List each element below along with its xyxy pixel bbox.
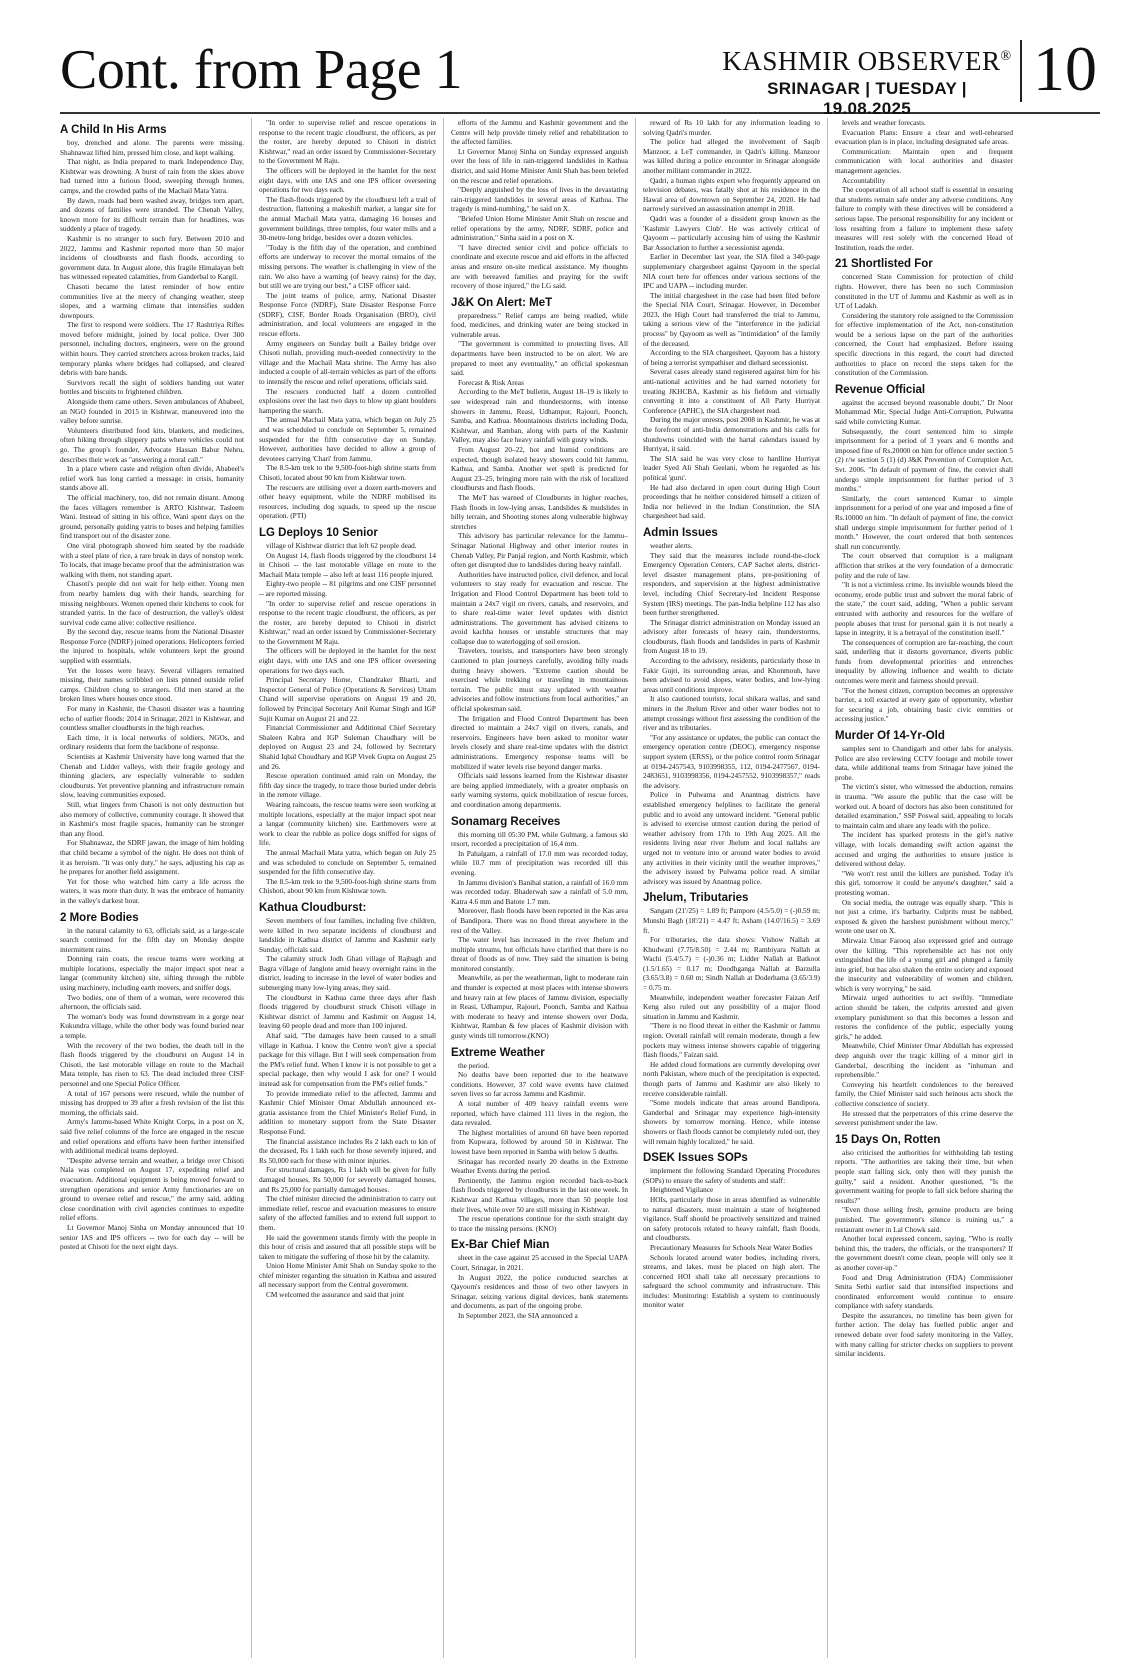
story-paragraph: On August 14, flash floods triggered by the cloudburst 14 in Chisoti -- the last motorable village en route to the Machail Mata temple -- also left at least 116 people injured. (259, 550, 436, 579)
story-paragraph: Communication: Maintain open and frequent communication with local authorities and disaster management agencies. (835, 146, 1013, 175)
story-paragraph: The flash-floods triggered by the cloudburst left a trail of destruction, flattening a makeshift market, a langar site for the annual Machail Mata yatra, damaging 16 houses and government buildings, three temples, four water mills and a 30-metre-long bridge, besides over a dozen vehicles. (259, 194, 436, 243)
story-paragraph: "The government is committed to protecting lives. All departments have been instructed to be on alert. We are prepared to meet any eventuality," an official spokesman said. (451, 339, 628, 378)
story-paragraph: The incident has sparked protests in the girl's native village, with locals demanding swift action against the accused and urging the authorities to ensure justice is delivered without delay. (835, 830, 1013, 869)
story-paragraph: According to the MeT bulletin, August 18–19 is likely to see widespread rain and thunderstorms, with intense showers in Jammu, Reasi, Udhampur, Rajouri, Poonch, Samba, and Kathua. Mountainous districts including Doda, Kishtwar, and Ramban, along with parts of the Kashmir Valley, may also face heavy rainfall with gusty winds. (451, 387, 628, 445)
story-paragraph: efforts of the Jammu and Kashmir government and the Centre will help provide timely relief and rehabilitation to the affected families. (451, 118, 628, 147)
story-paragraph: He stressed that the perpetrators of this crime deserve the severest punishment under the law. (835, 1108, 1013, 1128)
story-headline: Sonamarg Receives (451, 815, 561, 828)
story-paragraph: The officers will be deployed in the hamlet for the next eight days, with one IAS and one IPS officer overseeing operations for two days each. (259, 646, 436, 675)
story-paragraph: The SIA said he was very close to hardline Hurriyat leader Syed Ali Shah Geelani, whom he regarded as his political 'guru'. (643, 453, 820, 482)
story-paragraph: The rescuers conducted half a dozen controlled explosions over the last two days to blow up giant boulders hampering the search. (259, 386, 436, 415)
story-paragraph: The rescuers are utilising over a dozen earth-movers and other heavy equipment, while the NDRF mobilised its resources, including dog squads, to speed up the rescue operation. (PTI) (259, 482, 436, 521)
masthead-divider (1020, 40, 1022, 102)
story-paragraph: Yet the losses were heavy. Several villagers remained missing, their names scribbled on lists pinned outside relief camps. Children clung to strangers. Old men stared at the broken lines where houses once stood. (60, 665, 244, 704)
story-paragraph: "In order to supervise relief and rescue operations in response to the recent tragic cloudburst, the officers, as per the roster, are hereby deputed to Chisoti in district Kishtwar," read an order issued by Commissioner-Secretary to the Government M Raju. (259, 118, 436, 166)
story-paragraph: Chasoti became the latest reminder of how entire communities live at the mercy of changing weather, steep slopes, and a warming climate that intensifies sudden downpours. (60, 281, 244, 320)
story-paragraph: Travelers, tourists, and transporters have been strongly cautioned to plan journeys carefully, avoiding hilly roads during heavy showers. "Extreme caution should be exercised while trekking or traveling in mountainous terrain. The public must stay updated with weather advisories and follow instructions from local authorities," an official spokesman said. (451, 646, 628, 714)
story-paragraph: He had also declared in open court during High Court proceedings that he neither considered himself a citizen of India nor believed in the Indian Constitution, the SIA chargesheet had said. (643, 482, 820, 521)
story-paragraph: Meanwhile, Chief Minister Omar Abdullah has expressed deep anguish over the tragic killing of a minor girl in Ganderbal, describing the incident as "inhuman and reprehensible." (835, 1041, 1013, 1080)
story-paragraph: Meanwhile, independent weather forecaster Faizan Arif Keng also ruled out any possibility of a major flood situation in Jammu and Kashmir. (643, 992, 820, 1021)
story-paragraph: For Shahnawaz, the SDRF jawan, the image of him holding that child became a symbol of the night. He does not think of it as heroism. "It was only duty," he says, adjusting his cap as he prepares for another field assignment. (60, 838, 244, 877)
story-paragraph: Authorities have instructed police, civil defence, and local volunteers to stay ready for evacuation and rescue. The Irrigation and Flood Control Department has been told to maintain a 24x7 vigil on rivers, canals, and reservoirs, and to share real-time water level updates with district administrations. The government has advised citizens to avoid kachha houses or unstable structures that may collapse due to waterlogging of soil erosion. (451, 569, 628, 646)
story-paragraph: HOIs, particularly those in areas identified as vulnerable to natural disasters, must maintain a state of heightened vigilance. Staff should be proactively sensitized and trained on safety protocols related to heavy rainfall, flash floods, and cloudbursts. (643, 1194, 820, 1243)
story-paragraph: They said that the measures include round-the-clock Emergency Operation Centers, CAP Sachet alerts, district-level disaster management plans, pre-positioning of responders, and supervision at the highest administrative level, including Chief Secretary-led Incident Response System (IRS) meetings. The pan-India helpline 112 has also been further strengthened. (643, 550, 820, 618)
story-headline: DSEK Issues SOPs (643, 1152, 748, 1165)
story-paragraph: In September 2023, the SIA announced a (458, 1310, 578, 1320)
story-paragraph: Financial Commissioner and Additional Chief Secretary Shaleen Kabra and IGP Suleman Chaudhary will be deployed on August 23 and 24, followed by Secretary Shahid Iqbal Choudhary and IGP Vivek Gupta on August 25 and 26. (259, 723, 436, 771)
story-paragraph: The consequences of corruption are far-reaching, the court said, underling that it distorts governance, diverts public funds from developmental priorities and entrenches inequality by allowing influence and wealth to dictate outcomes were merit and fairness should prevail. (835, 637, 1013, 686)
story-paragraph: Eighty-two people -- 81 pilgrims and one CISF personnel -- are reported missing. (259, 579, 436, 598)
story-paragraph: Several cases already stand registered against him for his anti-national activities and he had earned notoriety for treating JKHCBA, Kashmir as his fiefdom and virtually converting it into a constituent of All Party Hurriyat Conference (APHC), the SIA chargesheet read. (643, 367, 820, 415)
story-paragraph: Pertinently, the Jammu region recorded back-to-back flash floods triggered by cloudbursts in the last one week. In Kishtwar and Kathua villages, more than 50 people lost their lives, while over 50 are still missing in Kishtwar. (451, 1175, 628, 1214)
story-paragraph: Subsequently, the court sentenced him to simple imprisonment for a period of 3 years and 6 months and imposed fine of Rs.20000 on him for offence under section 5 (2) r/w section 5 (1) (d) J&K Prevention of Corruption Act, Svt. 2006. "In default of payment of fine, the convict shall undergo simple imprisonment for further period of 3 months." (835, 426, 1013, 494)
story-paragraph: The police had alleged the involvement of Saqib Manzoor, a LeT commander, in Qadri's killing. Manzoor was killed during a police encounter in Srinagar alongside another militant commander in 2022. (643, 137, 820, 175)
column-4 (636, 118, 828, 1658)
story-paragraph: Schools located around water bodies, including rivers, streams, and lakes, must be placed on high alert. The concerned HOI shall take all necessary precautions to safeguard the school community and infrastructure. This includes: Monitoring: Establish a system to continuously monitor water (643, 1252, 820, 1310)
brand-logo (722, 42, 1012, 76)
story-paragraph: During the major unrests, post 2008 in Kashmir, he was at the forefront of anti-India demonstrations and his calls for shutdowns coincided with the hartal calendars issued by Hurriyat, it said. (643, 415, 820, 454)
story (451, 118, 628, 291)
story-paragraph: against the accused beyond reasonable doubt," Dr Noor Mohammad Mir, Special Judge Anti-Corruption, Pulwama said while convicting Kumar. (835, 397, 1013, 427)
story-paragraph: The first to respond were soldiers. The 17 Rashtriya Rifles moved before midnight, joined by local police. Over 300 personnel, including doctors, engineers, were on the ground within hours. They carried stretchers across broken tracks, laid temporary planks where bridges had collapsed, and cleared debris with bare hands. (60, 320, 244, 378)
story-paragraph: concerned State Commission for protection of child rights. However, there has been no such Commission constituted in the UT of Jammu and Kashmir as well as in UT of Ladakh. (835, 272, 1013, 311)
story-paragraph: Srinagar has recorded nearly 20 deaths in the Extreme Weather Events during the period. (451, 1156, 628, 1176)
story (835, 384, 1013, 724)
story-paragraph: Another local expressed concern, saying, "Who is really behind this, the traders, the officials, or the transporters? If the government doesn't come clean, people will only see it as another cover-up." (835, 1234, 1013, 1272)
story (643, 118, 820, 521)
story-headline: Jhelum, Tributaries (643, 892, 749, 905)
story-paragraph: Alongside them came others. Seven ambulances of Ababeel, an NGO founded in 2015 in Kishtwar, maneuvered into the valley before sunrise. (60, 397, 244, 426)
story (451, 816, 628, 1041)
story-paragraph: The cooperation of all school staff is essential in ensuring that students remain safe under any adverse conditions. Any failure to comply with these directives will be considered a serious lapse. The personal responsibility for any incident or loss resulting from a failure to implement these safety measures will rest solely with the concerned Head of Institution, reads the order. (835, 185, 1013, 252)
story-paragraph: Two bodies, one of them of a woman, were recovered this afternoon, the officials said. (60, 992, 244, 1012)
story (835, 1134, 1013, 1359)
story-paragraph: Evacuation Plans: Ensure a clear and well-rehearsed evacuation plan is in place, including designated safe areas. (835, 127, 1013, 147)
story-paragraph: According to the SIA chargesheet, Qayoom has a history of being a terrorist sympathiser and diehard secessionist. (643, 348, 820, 367)
masthead (60, 33, 1100, 118)
column-3 (444, 118, 636, 1658)
story-paragraph: The 8.5-km trek to the 9,500-foot-high shrine starts from Chisoti, located about 90 km from Kishtwar town. (259, 463, 436, 482)
story-headline: LG Deploys 10 Senior (259, 526, 378, 539)
story-headline: Kathua Cloudburst: (259, 901, 367, 914)
story-headline: 15 Days On, Rotten (835, 1133, 941, 1146)
story-paragraph: Still, what lingers from Chasoti is not only destruction but also memory of collective, community courage. It showed that in Kashmir's most fragile spaces, humanity can be stronger than any flood. (60, 799, 244, 838)
story-paragraph: Mirwaiz Umar Farooq also expressed grief and outrage over the killing. "This reprehensible act has not only extinguished the life of a young girl and plunged a family into grief, but has also shaken the entire society and exposed the insecurity and vulnerability of women and children, which is very worrying," he said. (835, 935, 1013, 993)
story-paragraph: In Jammu division's Banihal station, a rainfall of 16.0 mm was recorded today. Bhaderwah saw a rainfall of 5.0 mm, Katra 4.6 mm and Batote 1.7 mm. (451, 877, 628, 906)
story (643, 527, 820, 886)
story-paragraph: One viral photograph showed him seated by the roadside with a steel plate of rice, a rare break in days of nonstop work. To locals, that image became proof that the administration was walking with them, not standing apart. (60, 540, 244, 579)
story-paragraph: Accountability (842, 175, 886, 185)
story-paragraph: levels and weather forecasts. (842, 118, 926, 127)
story-paragraph: "Even those selling fresh, genuine products are being punished. The government's silence is ruining us," a restaurant owner in Lal Chowk said. (835, 1205, 1013, 1234)
story-paragraph: Army's Jammu-based White Knight Corps, in a post on X, said five relief columns of the force are engaged in the rescue and relief operations and efforts have been further intensified with additional medical teams deployed. (60, 1117, 244, 1156)
story (60, 912, 244, 1252)
page-title: Cont. from Page 1 (60, 39, 463, 101)
story-paragraph: village of Kishtwar district that left 62 people dead. (266, 540, 417, 550)
story-paragraph: A total of 167 persons were rescued, while the number of missing has dropped to 39 after a fresh revision of the list this morning, the officials said. (60, 1088, 244, 1117)
story-paragraph: Police in Pulwama and Anantnag districts have established emergency helplines to facilitate the general public and to avoid any untoward incident. "General public is advised to exercise utmost caution during the period of weather advisory from 17th to 19th Aug 2025. All the residents living near river Jhelum and local nallahs are urged not to venture into or around water bodies to avoid any activities in their vicinity until the weather improves," the advisory issued by Pulwama police read. A similar advisory was issued by Anantnag police. (643, 790, 820, 886)
story-paragraph: "For any assistance or updates, the public can contact the emergency operation centre (DEOC), emergency response support system (ERSS), or the police control room Srinagar at 0194-2457543, 9103998355, 112, 0194-2477567, 0194-2483651, 9103998356, 0194-2457552, 9103998357," reads the advisory. (643, 732, 820, 790)
story (451, 1239, 628, 1320)
story-paragraph: The Srinagar district administration on Monday issued an advisory after forecasts of heavy rain, thunderstorms, cloudbursts, flash floods and landslides in parts of Kashmir from August 18 to 19. (643, 617, 820, 656)
story-paragraph: Principal Secretary Home, Chandraker Bharti, and Inspector General of Police (Operations & Services) Uttam Chand will supervise operations on August 19 and 20, followed by Principal Secretary Anil Kumar Singh and IGP Sujit Kumar on August 21 and 22. (259, 675, 436, 723)
story-paragraph: Survivors recall the sight of soldiers handing out water bottles and biscuits to frightened children. (60, 377, 244, 397)
story-paragraph: weather alerts. (650, 540, 693, 550)
column-1 (60, 118, 252, 1658)
story-paragraph: That night, as India prepared to mark Independence Day, Kishtwar was drowning. A burst of rain from the skies above had turned into a furious flood, sweeping through homes, camps, and the crowded paths of the Machail Mata Yatra. (60, 157, 244, 195)
story-paragraph: The MeT has warned of Cloudbursts in higher reaches, Flash floods in low-lying areas, Landslides & mudslides in hilly terrain, and Shooting stones along vulnerable highway stretches (451, 492, 628, 531)
column-2 (252, 118, 444, 1658)
story-paragraph: The joint teams of police, army, National Disaster Response Force (NDRF), State Disaster Response Force (SDRF), CISF, Border Roads Organisation (BRO), civil administration, and local volunteers are engaged in the rescue efforts. (259, 290, 436, 339)
story-paragraph: In a place where caste and religion often divide, Ababeel's relief work has long carried a message: in crisis, humanity stands above all. (60, 464, 244, 493)
story-paragraph: "In order to supervise relief and rescue operations in response to the recent tragic cloudburst, the officers, as per the roster, are hereby deputed to Chisoti in district Kishtwar," read an order issued by Commissioner-Secretary to the Government M Raju. (259, 598, 436, 646)
story-headline: 21 Shortlisted For (835, 258, 933, 271)
story-paragraph: "Despite adverse terrain and weather, a bridge over Chisoti Nala was completed on August 17, expediting relief and evacuation. Additional equipment is being moved forward to strengthen operations and senior Army functionaries are on ground to oversee relief and rescue," the army said, adding close coordination with civil agencies continues to expedite relief efforts. (60, 1155, 244, 1223)
story-paragraph: Similarly, the court sentenced Kumar to simple imprisonment for a period of one year and imposed a fine of Rs.10000 on him. "In default of payment of fine, the convict shall undergo simple imprisonment for further period of 1 month." However, the court ordered that both sentences shall run concurrently. (835, 493, 1013, 551)
story-paragraph: The 8.5-km trek to the 9,500-foot-high shrine starts from Chishoti, about 90 km from Kishtwar town. (259, 876, 436, 896)
story-paragraph: Lt Governor Manoj Sinha on Sunday expressed anguish over the loss of life in rain-triggered landslides in Kathua district, and said Home Minister Amit Shah has been briefed on the rescue and relief operations. (451, 146, 628, 185)
column-5 (828, 118, 1020, 1658)
story-headline: Ex-Bar Chief Mian (451, 1239, 550, 1252)
story-paragraph: "For the honest citizen, corruption becomes an oppressive barrier, a toll exacted at every gate of opportunity, whether for securing a job, obtaining basic civic enmities or accessing justice." (835, 685, 1013, 724)
story-paragraph: Conveying his heartfelt condolences to the bereaved family, the Chief Minister said such heinous acts shock the collective conscience of society. (835, 1079, 1013, 1108)
story-paragraph: No deaths have been reported due to the heatwave conditions. However, 37 cold wave events have claimed seven lives so far across Jammu and Kashmir. (451, 1070, 628, 1099)
story-paragraph: Considering the statutory role assigned to the Commission for effective implementation of the Act, non-constitution would be a serious lapse on the part of the authorities concerned, the Court had emphasized. Before issuing specific directions in this regard, the court had directed authorities to place on record the steps taken for the constitution of the Commission. (835, 310, 1013, 378)
story-headline: J&K On Alert: MeT (451, 296, 553, 309)
story-paragraph: Moreover, flash floods have been reported in the Kas area of Bandipora. There was no flood threat anywhere in the rest of the Valley. (451, 906, 628, 935)
story (643, 1152, 820, 1310)
story-paragraph: Food and Drug Administration (FDA) Commissioner Smita Sethi earlier said that intensified inspections and coordinated enforcement would continue to ensure compliance with safety standards. (835, 1272, 1013, 1311)
story-paragraph: The chief minister directed the administration to carry out immediate relief, rescue and evacuation measures to ensure safety of the affected families and to extend full support to them. (259, 1194, 436, 1232)
dateline: SRINAGAR | TUESDAY | 19.08.2025 (767, 79, 967, 118)
story-paragraph: in the natural calamity to 63, officials said, as a large-scale search continued for the fifth day on Monday despite intermittent rains. (60, 925, 244, 954)
story-paragraph: With the recovery of the two bodies, the death toll in the flash floods triggered by the cloudburst on August 14 in Chisoti, the last motorable village en route to the Machail Mata temple, has risen to 63. The dead included three CISF personnel and one Special Police Officer. (60, 1040, 244, 1088)
brand-block (722, 42, 1012, 119)
story (451, 1047, 628, 1234)
story (451, 297, 628, 810)
story-paragraph: "It is not a victimless crime. Its invisible wounds bleed the economy, erode public trust and subvert the moral fabric of the state," the court said, adding, "When a public servant entrusted with authority and resources for the welfare of people abuses that trust for personal gain it is not nearly a lapse in integrity, it is a betrayal of the constitution itself." (835, 580, 1013, 638)
story-paragraph: "Deeply anguished by the loss of lives in the devastating rain-triggered landslides in several areas of Kathua. The tragedy is mind-numbing," he said on X. (451, 185, 628, 214)
story-paragraph: Heightened Vigilance (650, 1185, 714, 1195)
story-paragraph: sheet in the case against 25 accused in the Special UAPA Court, Srinagar, in 2021. (451, 1253, 628, 1272)
story (259, 902, 436, 1300)
story-paragraph: For structural damages, Rs 1 lakh will be given for fully damaged houses, Rs 50,000 for severely damaged houses, and Rs 25,000 for partially damaged houses. (259, 1165, 436, 1194)
story-paragraph: The annual Machail Mata yatra, which began on July 25 and was scheduled to conclude on September 5, remained suspended for the fifth consecutive day on Sunday. However, authorities have decided to allow a group of devotees carrying 'Chari' from Jammu. (259, 415, 436, 463)
story-paragraph: In August 2022, the police conducted searches at Qayoom's residences and those of two other lawyers in Srinagar, seizing various digital devices, bank statements and documents, as part of the ongoing probe. (451, 1272, 628, 1311)
story-paragraph: The officers will be deployed in the hamlet for the next eight days, with one IAS and one IPS officer overseeing operations for two days each. (259, 165, 436, 195)
registered-mark: ® (1000, 49, 1012, 64)
story (835, 118, 1013, 252)
story-paragraph: Volunteers distributed food kits, blankets, and medicines, often hiking through slippery paths where vehicles could not go. The group's founder, Advocate Hassan Babur Nehru, describes their work as "answering a moral call." (60, 425, 244, 464)
story-paragraph: A total number of 409 heavy rainfall events were reported, which have claimed 111 lives in the region, the data revealed. (451, 1099, 628, 1128)
story-paragraph: By the second day, rescue teams from the National Disaster Response Force (NDRF) joined operations. Helicopters ferried the injured to hospitals, while volunteers kept the ground supplied with essentials. (60, 627, 244, 666)
story-paragraph: The court observed that corruption is a malignant affliction that strikes at the very foundation of a democratic polity and the rule of law. (835, 551, 1013, 580)
story-paragraph: Qadri was a founder of a dissident group known as the 'Kashmir Lawyers Club'. He was actively critical of Qayoom -- particularly accusing him of using the Kashmir Bar Association to further a secessionist agenda. (643, 213, 820, 252)
story-headline: Murder Of 14-Yr-Old (835, 730, 945, 743)
story-paragraph: "Today is the fifth day of the operation, and combined efforts are underway to recover the mortal remains of the missing persons. The weather is challenging in view of the rain. We also have a warning (of heavy rains) for the day, but still we are trying our best," a CISF officer said. (259, 242, 436, 291)
story-paragraph: The victim's sister, who witnessed the abduction, remains in trauma. "We assure the public that the case will be worked out. A board of doctors has also been constituted for detailed examination," SSP Poswal said, appealing to locals to maintain calm and share any leads with the police. (835, 782, 1013, 830)
story-paragraph: Lt Governor Manoj Sinha on Monday announced that 10 senior IAS and IPS officers -- two for each day -- will be posted at Chisoti for the next eight days. (60, 1222, 244, 1252)
story-paragraph: Mirwaiz urged authorities to act swiftly. "Immediate action should be taken, the culprits arrested and given exemplary punishment so that this becomes a lesson and restores the confidence of the public, especially young girls," he added. (835, 993, 1013, 1041)
story-paragraph: "There is no flood threat in either the Kashmir or Jammu region. Overall rainfall will remain moderate, though a few pockets may witness intense showers capable of triggering flash floods," Faizan said. (643, 1021, 820, 1060)
story-paragraph: The calamity struck Jodh Ghati village of Rajbagh and Bagra village of Janglote amid heavy overnight rains in the district, leading to increase in the level of water bodies and submerging many low-lying areas, they said. (259, 954, 436, 993)
story (60, 124, 244, 906)
story-paragraph: Sangam (21'/25) = 1.89 ft; Pampore (4.5/5.0) = (-)0.59 m; Munshi Bagh (18'/21) = 4.47 ft; Asham (14.0'/16.5) = 3.69 ft. (643, 906, 820, 935)
story-paragraph: Donning rain coats, the rescue teams were working at multiple locations, especially the major impact spot near a langar (community kitchen) site, sifting through the rubble using machinery, including earth movers, and sniffer dogs. (60, 954, 244, 993)
story-paragraph: also criticised the authorities for withholding lab testing reports. "The authorities are taking their time, but when people start falling sick, only then will they punish the guilty," said a resident. Another questioned, "Is the government waiting for people to fall sick before sharing the results?" (835, 1147, 1013, 1205)
story-paragraph: CM welcomed the assurance and said that joint (266, 1290, 404, 1300)
article-columns (60, 118, 1100, 1658)
story-paragraph: Chasoti's people did not wait for help either. Young men from nearby hamlets dug with their hands, searching for missing neighbours. Women opened their kitchens to cook for stranded yatris. In the face of destruction, the valley's oldest survival code came alive: collective resilience. (60, 579, 244, 627)
story-paragraph: The highest mortalities of around 60 have been reported from Kupwara, followed by around 50 in Kishtwar. The lowest have been reported in Samba with below 5 deaths. (451, 1127, 628, 1156)
story-paragraph: samples sent to Chandigarh and other labs for analysis. Police are also reviewing CCTV footage and mobile tower data, while additional teams from Srinagar have joined the probe. (835, 744, 1013, 782)
story-paragraph: Yet for those who watched him carry a life across the waters, it was more than duty. It was the embrace of humanity in the valley's darkest hour. (60, 876, 244, 905)
story-paragraph: The water level has increased in the river Jhelum and multiple streams, but officials have clarified that there is no threat of floods as of now. They said the situation is being monitored constantly. (451, 935, 628, 973)
story-paragraph: the period. (458, 1060, 490, 1070)
story-paragraph: Rescue operation continued amid rain on Monday, the fifth day since the tragedy, to trace those buried under debris in the remote village. (259, 771, 436, 800)
story-paragraph: Wearing raincoats, the rescue teams were seen working at multiple locations, especially at the major impact spot near a langar (community kitchen) site. Earthmovers were at work to clear the rubble as police dogs sniffed for signs of life. (259, 799, 436, 848)
story-paragraph: According to the advisory, residents, particularly those in Fakir Gujri, its surrounding areas, and Khonmouh, have been advised to avoid slopes, water bodies, and low-lying areas until conditions improve. (643, 656, 820, 694)
story-paragraph: Precautionary Measures for Schools Near Water Bodies (650, 1242, 813, 1252)
story-paragraph: Earlier in December last year, the SIA filed a 340-page supplementary chargesheet against Qayoom in the special NIA court here for offences under various sections of the IPC and UAPA -- including murder. (643, 252, 820, 291)
story-paragraph: The cloudburst in Kathua came three days after flash floods triggered by cloudburst struck Chisoti village in Kishtwar district of Jammu and Kashmir on August 14, leaving 60 people dead and more than 100 injured. (259, 992, 436, 1031)
story-paragraph: implement the following Standard Operating Procedures (SOPs) to ensure the safety of students and staff: (643, 1166, 820, 1185)
story (835, 258, 1013, 378)
story-paragraph: The woman's body was found downstream in a gorge near Kukundra village, while the other body was found buried near a temple. (60, 1011, 244, 1041)
story-paragraph: Despite the assurances, no timeline has been given for further action. The delay has fuelled public anger and renewed debate over food safety monitoring in the Valley, with many calling for stricter checks on suppliers to prevent similar incidents. (835, 1310, 1013, 1359)
story-paragraph: By dawn, roads had been washed away, bridges torn apart, and dozens of families were stranded. The Chenab Valley, known more for its difficult terrain than for headlines, was suddenly a place of tragedy. (60, 195, 244, 234)
story-paragraph: He added cloud formations are currently developing over north Pakistan, where much of the precipitation is expected, though parts of Jammu and Kashmir are also likely to receive considerable rainfall. (643, 1059, 820, 1098)
story-paragraph: Army engineers on Sunday built a Bailey bridge over Chisoti nullah, providing much-needed connectivity to the village and the Machail Mata shrine. The Army has also inducted a couple of all-terrain vehicles as part of the efforts to intensify the rescue and relief operations, officials said. (259, 338, 436, 387)
story-paragraph: Forecast & Risk Areas (458, 377, 524, 387)
story-paragraph: For tributaries, the data shows: Vishow Nallah at Khudwani (7.75/8.50) = 2.44 m; Rambiyara Nallah at Wachi (5.4/5.7) = (-)0.36 m; Lidder Nallah at Batkoot (1.5/1.65) = 0.17 m; Doodhganga Nallah at Barzulla (3.65/3.8) = 0.60 m; Sindh Nallah at Doderhama (3.65/3.9) = 0.75 m. (643, 935, 820, 993)
story-paragraph: The Irrigation and Flood Control Department has been directed to maintain a 24x7 vigil on rivers, canals, and reservoirs. Engineers have been asked to monitor water levels closely and share real-time updates with the district administrations. Emergency response teams will be mobilized if water levels rise beyond danger marks. (451, 713, 628, 771)
story-paragraph: "We won't rest until the killers are punished. Today it's this girl, tomorrow it could be anyone's daughter," said a protesting woman. (835, 868, 1013, 897)
story-paragraph: "Briefed Union Home Minister Amit Shah on rescue and relief operations by the army, NDRF, SDRF, police and administration," Sinha said in a post on X. (451, 213, 628, 243)
story-paragraph: Meanwhile, as per the weatherman, light to moderate rain and thunder is expected at most places with intense showers and heavy rain at few places of Jammu division, especially in Reasi, Udhampur, Rajouri, Poonch, Samba and Kathua with moderate to heavy and intense showers over Doda, Kishtwar, Ramban & few places of Kashmir division with gusty winds till tomorrow.(KNO) (451, 973, 628, 1041)
story-paragraph: this morning till 05:30 PM, while Gulmarg, a famous ski resort, recorded a precipitation of 16.4 mm. (451, 829, 628, 849)
story (643, 892, 820, 1146)
story (259, 118, 436, 521)
story-headline: A Child In His Arms (60, 124, 167, 136)
story-headline: Revenue Official (835, 383, 926, 396)
story-paragraph: preparedness." Relief camps are being readied, while food, medicines, and drinking water are being stocked in vulnerable areas. (451, 310, 628, 339)
story-paragraph: The official machinery, too, did not remain distant. Among the faces villagers remember is ARTO Kishtwar, Tasleem Wani. Instead of sitting in his office, Wani spent days on the ground, personally guiding yatris to buses and helping families find transport out of the disaster zone. (60, 492, 244, 541)
story-headline: Admin Issues (643, 526, 718, 539)
story-paragraph: This advisory has particular relevance for the Jammu–Srinagar National Highway and other interior routes in Chenab Valley, Pir Panjal region, and North Kashmir, which often get disrupted due to landslides during heavy rainfall. (451, 531, 628, 570)
story-headline: 2 More Bodies (60, 911, 139, 924)
story-paragraph: Altaf said, "The damages have been caused to a small village in Kathua. I know the Centre won't give a special package for this village. But I will seek compensation from the PM's relief fund. When I know it is not possible to get a special package, then why would I ask for one? I would instead ask for compensation from the PM's relief funds." (259, 1031, 436, 1088)
story-paragraph: The rescue operations continue for the sixth straight day to trace the missing persons. (KNO) (451, 1214, 628, 1233)
story-paragraph: The annual Machail Mata yatra, which began on July 25 and was scheduled to conclude on September 5, remained suspended for the fifth consecutive day. (259, 847, 436, 877)
story-paragraph: Kashmir is no stranger to such fury. Between 2010 and 2022, Jammu and Kashmir reported more than 50 major incidents of cloudbursts and flash floods, according to government data. In August alone, this fragile Himalayan belt has witnessed repeated calamities, from Ganderbal to Kargil. (60, 233, 244, 282)
story-paragraph: In Pahalgam, a rainfall of 17.0 mm was recorded today, while 10.7 mm of precipitation was recorded till this evening. (451, 848, 628, 877)
story-paragraph: Each time, it is local networks of soldiers, NGOs, and ordinary residents that form the backbone of response. (60, 732, 244, 752)
story-headline: Extreme Weather (451, 1046, 545, 1059)
story-paragraph: Seven members of four families, including five children, were killed in two separate incidents of cloudburst and landslide in Kathua district of Jammu and Kashmir early Sunday, officials said. (259, 915, 436, 954)
story-paragraph: From August 20–22, hot and humid conditions are expected, though isolated heavy showers could hit Jammu, Kathua, and Samba. Another wet spell is predicted for August 23–25, bringing more rain with the risk of localized cloudbursts and flash floods. (451, 445, 628, 493)
story-paragraph: boy, drenched and alone. The parents were missing. Shahnawaz lifted him, pressed him close, and kept walking. (60, 138, 244, 157)
story-paragraph: The financial assistance includes Rs 2 lakh each to kin of the deceased, Rs 1 lakh each for those severely injured, and Rs 50,000 each for those with minor injuries. (259, 1136, 436, 1165)
story-paragraph: Union Home Minister Amit Shah on Sunday spoke to the chief minister regarding the situation in Kathua and assured all necessary support from the Central government. (259, 1261, 436, 1290)
story-paragraph: For many in Kashmir, the Chasoti disaster was a haunting echo of earlier floods: 2014 in Srinagar, 2021 in Kishtwar, and countless smaller cloudbursts in the high reaches. (60, 704, 244, 733)
story-paragraph: The initial chargesheet in the case had been filed before the Special NIA Court, Srinagar. However, in December 2023, the High Court had transferred the trial to Jammu, taking a serious view of the "interference in the judicial process" by Qayoom as well as "intimidation" of the family of the deceased. (643, 290, 820, 348)
story-paragraph: reward of Rs 10 lakh for any information leading to solving Qadri's murder. (643, 118, 820, 137)
story-paragraph: It also cautioned tourists, local shikara wallas, and sand miners in the Jhelum River and other water bodies not to attempt crossings without first assessing the condition of the river and its tributaries. (643, 694, 820, 733)
story-paragraph: On social media, the outrage was equally sharp. "This is not just a crime, it's barbarity. Culprits must be nabbed, exposed & given the harshest punishment without mercy," wrote one user on X. (835, 897, 1013, 936)
story-paragraph: Officials said lessons learned from the Kishtwar disaster are being applied immediately, with a greater emphasis on early warning systems, quick mobilization of rescue forces, and coordination among departments. (451, 771, 628, 809)
story-paragraph: He said the government stands firmly with the people in this hour of crisis and assured that all possible steps will be taken to mitigate the suffering of those hit by the calamity. (259, 1232, 436, 1261)
story (259, 527, 436, 896)
story-paragraph: "I have directed senior civil and police officials to coordinate and execute rescue and aid efforts in the affected areas and ensure on-site medical assistance. My thoughts are with bereaved families and praying for the swift recovery of those injured," the LG said. (451, 242, 628, 291)
story-paragraph: To provide immediate relief to the affected, Jammu and Kashmir Chief Minister Omar Abdullah announced ex-gratia assistance from the Chief Minister's Relief Fund, in addition to monetary support from the State Disaster Response Fund. (259, 1088, 436, 1136)
story-paragraph: Qadri, a human rights expert who frequently appeared on television debates, was fatally shot at his residence in the Hawal area of downtown on September 24, 2020. He had narrowly survived an assassination attempt in 2018. (643, 175, 820, 214)
story-paragraph: "Some models indicate that areas around Bandipora, Ganderbal and Srinagar may experience high-intensity showers by tomorrow morning. Hence, while intense showers or flash floods cannot be completely ruled out, they will remain highly localized," he said. (643, 1098, 820, 1146)
story-paragraph: Scientists at Kashmir University have long warned that the Chenab and Lidder valleys, with their fragile geology and thinning glaciers, are especially vulnerable to sudden cloudbursts. Yet preventive planning and infrastructure remain slow, leaving communities exposed. (60, 752, 244, 800)
story (835, 730, 1013, 1128)
brand-name: KASHMIR OBSERVER (722, 46, 1001, 76)
page-number: 10 (1033, 33, 1097, 104)
